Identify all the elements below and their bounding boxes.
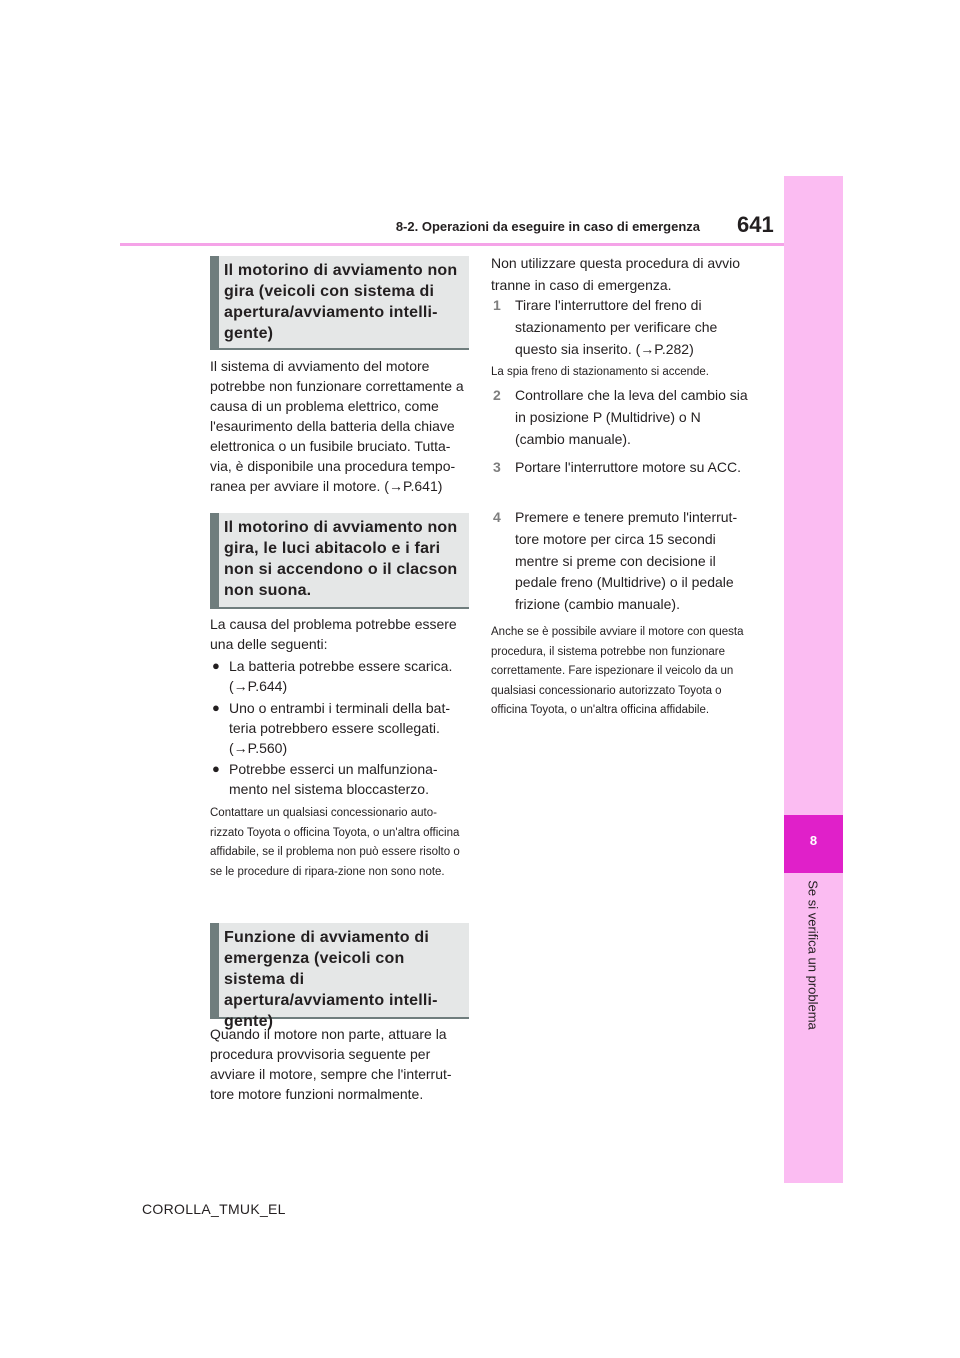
step-text: Controllare che la leva del cambio sia in posizione P (Multidrive) o N (cambio manuale).: [515, 387, 748, 447]
heading-text: Il motorino di avviamento non gira (veicoli con sistema di apertura/avviamento intelli-gente): [224, 262, 458, 342]
step-item: [491, 385, 753, 450]
paragraph-starter-intro: Il sistema di avviamento del motore potrebbe non funzionare correttamente a causa di un problema elettrico, come l'esaurimento della batteria della chiave elettronica o un fusibile bruciato. Tutta-via, è disponibile una procedura tempo-ranea per avviare il motore. (→P.641): [210, 358, 464, 494]
header-divider: [120, 243, 784, 246]
footer-model-code: COROLLA_TMUK_EL: [142, 1201, 286, 1217]
bullet-text: La batteria potrebbe essere scarica. (→P.644): [229, 658, 453, 694]
chapter-number: 8: [809, 833, 818, 848]
list-item: [210, 759, 470, 799]
heading-starter-no-crank: [210, 256, 469, 350]
paragraph-causes: La causa del problema potrebbe essere una delle seguenti:: [210, 616, 457, 652]
list-item: [210, 656, 470, 696]
bullet-text: Potrebbe esserci un malfunziona-mento nel sistema bloccasterzo.: [229, 761, 438, 797]
heading-emergency-start: [210, 923, 469, 1030]
paragraph-emergency-only: Non utilizzare questa procedura di avvio tranne in caso di emergenza.: [491, 255, 741, 293]
step-item: [491, 457, 753, 479]
paragraph-emergency-procedure: Quando il motore non parte, attuare la procedura provvisoria seguente per avviare il motore, sempre che l'interrut-tore motore funzioni normalmente.: [210, 1026, 452, 1102]
heading-text: Funzione di avviamento di emergenza (veicoli con sistema di apertura/avviamento intelli-gente): [224, 929, 438, 1030]
step-number: 3: [493, 459, 501, 475]
heading-text: Il motorino di avviamento non gira, le luci abitacolo e i fari non si accendono o il clacson non suona.: [224, 519, 458, 599]
step-note: La spia freno di stazionamento si accende.: [491, 366, 709, 378]
bullet-icon: ●: [212, 761, 220, 776]
page-number: 641: [737, 212, 774, 237]
step-item: [491, 295, 753, 360]
list-item: [210, 698, 470, 758]
note-contact-dealer: Contattare un qualsiasi concessionario auto-rizzato Toyota o officina Toyota, o un'altra officina affidabile, se il problema non può essere risolto o se le procedure di ripara-zione non sono note.: [210, 807, 460, 878]
chapter-label: Se si verifica un problema: [805, 880, 821, 1030]
step-text: Premere e tenere premuto l'interrut-tore motore per circa 15 secondi mentre si preme con decisione il pedale freno (Multidrive) o il pedale frizione (cambio manuale).: [515, 509, 738, 613]
side-band: [784, 176, 843, 1183]
step-text: Portare l'interruttore motore su ACC.: [515, 459, 741, 475]
step-number: 1: [493, 297, 501, 313]
step-item: [491, 507, 753, 616]
bullet-icon: ●: [212, 658, 220, 673]
heading-no-lights: [210, 513, 469, 609]
bullet-text: Uno o entrambi i terminali della bat-teria potrebbero essere scollegati. (→P.560): [229, 700, 450, 756]
note-final: Anche se è possibile avviare il motore con questa procedura, il sistema potrebbe non funzionare correttamente. Fare ispezionare il veicolo da un qualsiasi concessionario autorizzato Toyota o officina Toyota, o un'altra officina affidabile.: [491, 626, 744, 716]
step-number: 4: [493, 509, 501, 525]
section-title: 8-2. Operazioni da eseguire in caso di emergenza: [395, 219, 700, 234]
step-number: 2: [493, 387, 501, 403]
bullet-icon: ●: [212, 700, 220, 715]
step-text: Tirare l'interruttore del freno di stazionamento per verificare che questo sia inserito. (→P.282): [515, 297, 718, 357]
